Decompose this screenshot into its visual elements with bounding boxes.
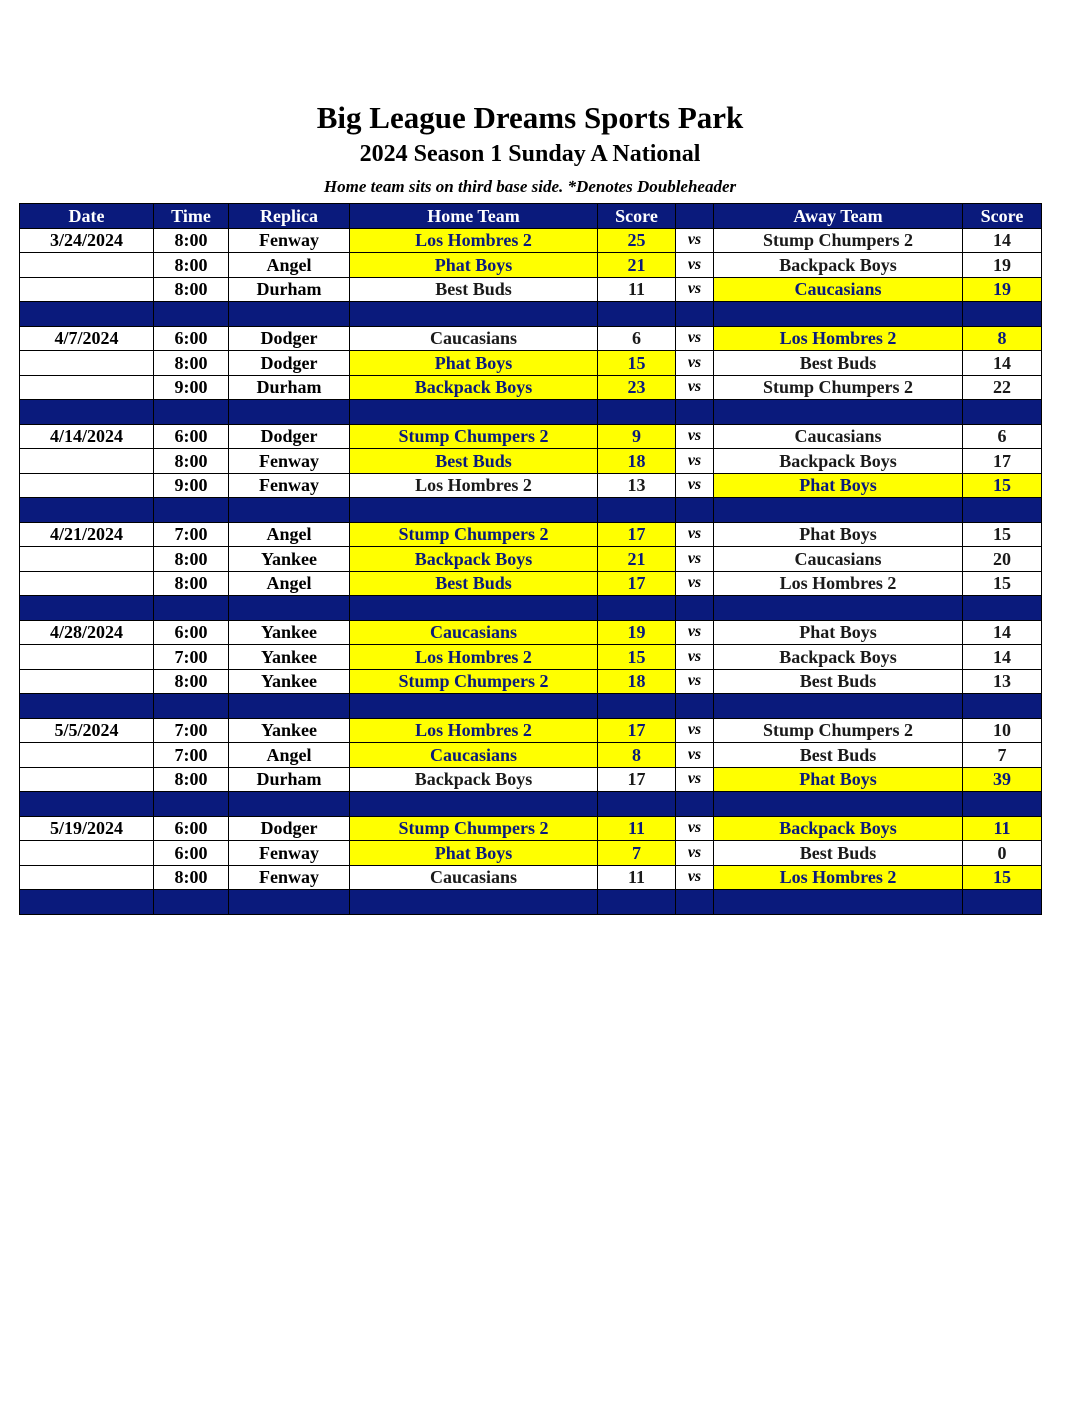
- schedule-note: Home team sits on third base side. *Denotes Doubleheader: [323, 177, 737, 196]
- game-replica: Fenway: [229, 228, 350, 253]
- vs-label: vs: [676, 816, 714, 841]
- game-time: 8:00: [154, 228, 229, 253]
- col-header-home-score: Score: [598, 204, 676, 229]
- away-team: Best Buds: [714, 841, 963, 866]
- game-replica: Fenway: [229, 473, 350, 498]
- home-team: Caucasians: [350, 620, 598, 645]
- separator-cell: [154, 596, 229, 621]
- game-time: 8:00: [154, 767, 229, 792]
- separator-cell: [154, 694, 229, 719]
- col-header-home-team: Home Team: [350, 204, 598, 229]
- game-replica: Dodger: [229, 351, 350, 376]
- vs-label: vs: [676, 228, 714, 253]
- separator-cell: [676, 694, 714, 719]
- game-time: 6:00: [154, 841, 229, 866]
- home-score: 18: [598, 449, 676, 474]
- game-date: 5/5/2024: [20, 718, 154, 743]
- away-team: Backpack Boys: [714, 816, 963, 841]
- home-score: 17: [598, 718, 676, 743]
- separator-cell: [229, 400, 350, 425]
- separator-cell: [229, 694, 350, 719]
- separator-cell: [20, 302, 154, 327]
- home-team: Los Hombres 2: [350, 473, 598, 498]
- away-team: Backpack Boys: [714, 253, 963, 278]
- vs-label: vs: [676, 865, 714, 890]
- away-score: 15: [963, 473, 1042, 498]
- home-team: Los Hombres 2: [350, 718, 598, 743]
- game-replica: Fenway: [229, 449, 350, 474]
- game-time: 8:00: [154, 547, 229, 572]
- away-team: Phat Boys: [714, 522, 963, 547]
- game-replica: Durham: [229, 375, 350, 400]
- game-date: [20, 253, 154, 278]
- game-replica: Dodger: [229, 424, 350, 449]
- game-replica: Angel: [229, 253, 350, 278]
- table-row: [20, 645, 1042, 670]
- separator-cell: [350, 792, 598, 817]
- home-score: 9: [598, 424, 676, 449]
- game-time: 8:00: [154, 277, 229, 302]
- home-team: Caucasians: [350, 865, 598, 890]
- away-score: 0: [963, 841, 1042, 866]
- separator-cell: [350, 498, 598, 523]
- vs-label: vs: [676, 326, 714, 351]
- separator-cell: [963, 694, 1042, 719]
- table-row: [20, 816, 1042, 841]
- game-time: 6:00: [154, 816, 229, 841]
- game-time: 6:00: [154, 620, 229, 645]
- game-date: 4/28/2024: [20, 620, 154, 645]
- separator-cell: [229, 890, 350, 915]
- away-score: 14: [963, 645, 1042, 670]
- separator-cell: [350, 302, 598, 327]
- week-separator-row: [20, 302, 1042, 327]
- home-score: 17: [598, 522, 676, 547]
- vs-label: vs: [676, 351, 714, 376]
- away-team: Best Buds: [714, 669, 963, 694]
- away-team: Stump Chumpers 2: [714, 375, 963, 400]
- game-date: [20, 865, 154, 890]
- game-time: 9:00: [154, 375, 229, 400]
- away-team: Backpack Boys: [714, 449, 963, 474]
- separator-cell: [714, 596, 963, 621]
- separator-cell: [598, 792, 676, 817]
- week-separator-row: [20, 596, 1042, 621]
- table-row: [20, 424, 1042, 449]
- col-header-vs: [676, 204, 714, 229]
- game-time: 8:00: [154, 253, 229, 278]
- separator-cell: [350, 400, 598, 425]
- separator-cell: [714, 400, 963, 425]
- home-team: Caucasians: [350, 743, 598, 768]
- home-team: Best Buds: [350, 571, 598, 596]
- col-header-away-score: Score: [963, 204, 1042, 229]
- separator-cell: [350, 596, 598, 621]
- game-replica: Yankee: [229, 645, 350, 670]
- vs-label: vs: [676, 449, 714, 474]
- game-time: 8:00: [154, 865, 229, 890]
- away-team: Stump Chumpers 2: [714, 718, 963, 743]
- vs-label: vs: [676, 718, 714, 743]
- separator-cell: [20, 596, 154, 621]
- home-score: 8: [598, 743, 676, 768]
- away-score: 13: [963, 669, 1042, 694]
- separator-cell: [963, 302, 1042, 327]
- home-team: Los Hombres 2: [350, 645, 598, 670]
- home-score: 11: [598, 816, 676, 841]
- separator-cell: [20, 498, 154, 523]
- col-header-away-team: Away Team: [714, 204, 963, 229]
- vs-label: vs: [676, 669, 714, 694]
- table-row: [20, 669, 1042, 694]
- week-separator-row: [20, 400, 1042, 425]
- away-score: 14: [963, 351, 1042, 376]
- week-separator-row: [20, 498, 1042, 523]
- table-header-row: [20, 204, 1042, 229]
- separator-cell: [963, 400, 1042, 425]
- home-team: Backpack Boys: [350, 375, 598, 400]
- home-team: Los Hombres 2: [350, 228, 598, 253]
- game-replica: Angel: [229, 571, 350, 596]
- separator-cell: [676, 792, 714, 817]
- table-row: [20, 326, 1042, 351]
- page-title: Big League Dreams Sports Park: [316, 100, 744, 135]
- home-team: Best Buds: [350, 277, 598, 302]
- game-date: [20, 669, 154, 694]
- separator-cell: [963, 498, 1042, 523]
- separator-cell: [714, 302, 963, 327]
- separator-cell: [154, 498, 229, 523]
- game-date: [20, 743, 154, 768]
- game-time: 8:00: [154, 571, 229, 596]
- away-team: Phat Boys: [714, 620, 963, 645]
- home-score: 21: [598, 547, 676, 572]
- away-score: 6: [963, 424, 1042, 449]
- home-score: 15: [598, 645, 676, 670]
- game-replica: Durham: [229, 767, 350, 792]
- away-team: Los Hombres 2: [714, 326, 963, 351]
- home-team: Phat Boys: [350, 841, 598, 866]
- separator-cell: [963, 792, 1042, 817]
- away-score: 14: [963, 620, 1042, 645]
- home-team: Stump Chumpers 2: [350, 816, 598, 841]
- home-score: 19: [598, 620, 676, 645]
- home-score: 17: [598, 767, 676, 792]
- home-team: Stump Chumpers 2: [350, 424, 598, 449]
- home-score: 25: [598, 228, 676, 253]
- home-score: 11: [598, 865, 676, 890]
- home-score: 18: [598, 669, 676, 694]
- game-time: 8:00: [154, 669, 229, 694]
- away-score: 15: [963, 522, 1042, 547]
- separator-cell: [676, 400, 714, 425]
- table-row: [20, 228, 1042, 253]
- vs-label: vs: [676, 473, 714, 498]
- separator-cell: [598, 596, 676, 621]
- table-row: [20, 865, 1042, 890]
- game-date: 5/19/2024: [20, 816, 154, 841]
- away-score: 10: [963, 718, 1042, 743]
- home-team: Best Buds: [350, 449, 598, 474]
- vs-label: vs: [676, 620, 714, 645]
- home-score: 15: [598, 351, 676, 376]
- separator-cell: [963, 890, 1042, 915]
- table-row: [20, 449, 1042, 474]
- away-team: Los Hombres 2: [714, 571, 963, 596]
- away-team: Caucasians: [714, 424, 963, 449]
- game-replica: Angel: [229, 743, 350, 768]
- game-date: [20, 375, 154, 400]
- home-score: 7: [598, 841, 676, 866]
- separator-cell: [598, 302, 676, 327]
- home-score: 23: [598, 375, 676, 400]
- home-score: 11: [598, 277, 676, 302]
- game-replica: Dodger: [229, 326, 350, 351]
- game-date: [20, 473, 154, 498]
- game-time: 7:00: [154, 522, 229, 547]
- home-team: Backpack Boys: [350, 547, 598, 572]
- table-row: [20, 473, 1042, 498]
- vs-label: vs: [676, 767, 714, 792]
- week-separator-row: [20, 694, 1042, 719]
- away-team: Caucasians: [714, 547, 963, 572]
- game-date: [20, 449, 154, 474]
- schedule-table: [19, 203, 1042, 915]
- game-date: [20, 645, 154, 670]
- game-date: 3/24/2024: [20, 228, 154, 253]
- vs-label: vs: [676, 645, 714, 670]
- home-score: 6: [598, 326, 676, 351]
- game-date: 4/7/2024: [20, 326, 154, 351]
- separator-cell: [154, 890, 229, 915]
- separator-cell: [20, 400, 154, 425]
- separator-cell: [598, 890, 676, 915]
- vs-label: vs: [676, 277, 714, 302]
- table-row: [20, 253, 1042, 278]
- separator-cell: [229, 498, 350, 523]
- vs-label: vs: [676, 743, 714, 768]
- table-row: [20, 547, 1042, 572]
- table-row: [20, 375, 1042, 400]
- away-score: 17: [963, 449, 1042, 474]
- away-team: Stump Chumpers 2: [714, 228, 963, 253]
- home-team: Phat Boys: [350, 351, 598, 376]
- game-date: 4/14/2024: [20, 424, 154, 449]
- game-date: [20, 351, 154, 376]
- home-team: Stump Chumpers 2: [350, 669, 598, 694]
- separator-cell: [676, 596, 714, 621]
- separator-cell: [154, 400, 229, 425]
- col-header-date: Date: [20, 204, 154, 229]
- separator-cell: [676, 890, 714, 915]
- away-score: 11: [963, 816, 1042, 841]
- away-score: 14: [963, 228, 1042, 253]
- separator-cell: [154, 302, 229, 327]
- away-score: 22: [963, 375, 1042, 400]
- away-score: 8: [963, 326, 1042, 351]
- game-replica: Durham: [229, 277, 350, 302]
- away-score: 20: [963, 547, 1042, 572]
- game-time: 7:00: [154, 743, 229, 768]
- game-time: 7:00: [154, 718, 229, 743]
- game-replica: Fenway: [229, 865, 350, 890]
- game-replica: Dodger: [229, 816, 350, 841]
- page-subtitle: 2024 Season 1 Sunday A National: [359, 141, 701, 167]
- week-separator-row: [20, 792, 1042, 817]
- away-team: Backpack Boys: [714, 645, 963, 670]
- away-team: Best Buds: [714, 743, 963, 768]
- home-score: 13: [598, 473, 676, 498]
- away-team: Phat Boys: [714, 473, 963, 498]
- away-score: 15: [963, 865, 1042, 890]
- game-replica: Fenway: [229, 841, 350, 866]
- away-score: 7: [963, 743, 1042, 768]
- separator-cell: [714, 792, 963, 817]
- game-time: 8:00: [154, 351, 229, 376]
- separator-cell: [598, 694, 676, 719]
- separator-cell: [20, 792, 154, 817]
- game-replica: Yankee: [229, 620, 350, 645]
- vs-label: vs: [676, 253, 714, 278]
- game-time: 9:00: [154, 473, 229, 498]
- separator-cell: [229, 596, 350, 621]
- separator-cell: [598, 400, 676, 425]
- vs-label: vs: [676, 522, 714, 547]
- game-date: [20, 841, 154, 866]
- game-date: [20, 277, 154, 302]
- col-header-replica: Replica: [229, 204, 350, 229]
- table-row: [20, 718, 1042, 743]
- separator-cell: [350, 890, 598, 915]
- home-team: Phat Boys: [350, 253, 598, 278]
- away-score: 19: [963, 277, 1042, 302]
- table-row: [20, 841, 1042, 866]
- away-score: 19: [963, 253, 1042, 278]
- separator-cell: [676, 302, 714, 327]
- table-row: [20, 767, 1042, 792]
- separator-cell: [963, 596, 1042, 621]
- game-date: [20, 547, 154, 572]
- table-row: [20, 620, 1042, 645]
- vs-label: vs: [676, 375, 714, 400]
- game-replica: Yankee: [229, 718, 350, 743]
- away-team: Los Hombres 2: [714, 865, 963, 890]
- game-time: 7:00: [154, 645, 229, 670]
- separator-cell: [229, 302, 350, 327]
- game-replica: Yankee: [229, 669, 350, 694]
- home-score: 21: [598, 253, 676, 278]
- week-separator-row: [20, 890, 1042, 915]
- vs-label: vs: [676, 424, 714, 449]
- separator-cell: [20, 694, 154, 719]
- separator-cell: [714, 890, 963, 915]
- game-replica: Yankee: [229, 547, 350, 572]
- away-score: 15: [963, 571, 1042, 596]
- game-time: 8:00: [154, 449, 229, 474]
- vs-label: vs: [676, 571, 714, 596]
- game-date: [20, 767, 154, 792]
- vs-label: vs: [676, 547, 714, 572]
- separator-cell: [598, 498, 676, 523]
- home-team: Backpack Boys: [350, 767, 598, 792]
- away-team: Best Buds: [714, 351, 963, 376]
- separator-cell: [154, 792, 229, 817]
- separator-cell: [714, 498, 963, 523]
- table-row: [20, 351, 1042, 376]
- col-header-time: Time: [154, 204, 229, 229]
- home-team: Stump Chumpers 2: [350, 522, 598, 547]
- separator-cell: [676, 498, 714, 523]
- separator-cell: [20, 890, 154, 915]
- schedule-body: [20, 228, 1042, 914]
- table-row: [20, 277, 1042, 302]
- separator-cell: [350, 694, 598, 719]
- vs-label: vs: [676, 841, 714, 866]
- table-row: [20, 571, 1042, 596]
- separator-cell: [714, 694, 963, 719]
- table-row: [20, 743, 1042, 768]
- game-time: 6:00: [154, 424, 229, 449]
- table-row: [20, 522, 1042, 547]
- away-score: 39: [963, 767, 1042, 792]
- home-team: Caucasians: [350, 326, 598, 351]
- game-date: 4/21/2024: [20, 522, 154, 547]
- away-team: Phat Boys: [714, 767, 963, 792]
- game-time: 6:00: [154, 326, 229, 351]
- separator-cell: [229, 792, 350, 817]
- game-replica: Angel: [229, 522, 350, 547]
- home-score: 17: [598, 571, 676, 596]
- game-date: [20, 571, 154, 596]
- away-team: Caucasians: [714, 277, 963, 302]
